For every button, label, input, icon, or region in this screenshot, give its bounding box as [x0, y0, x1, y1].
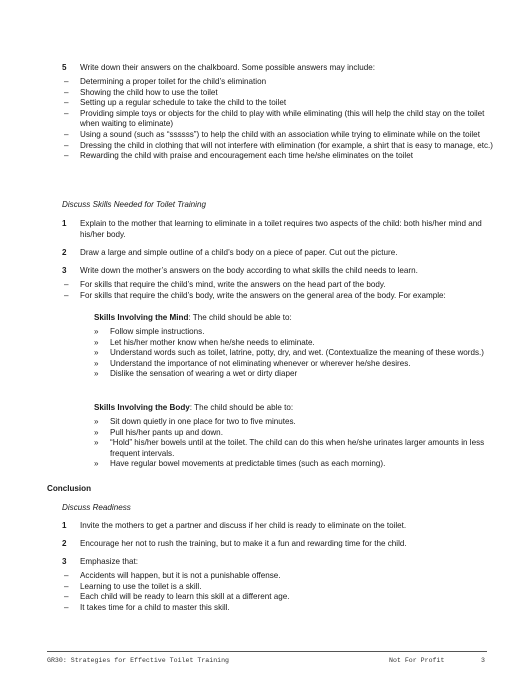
list-item: » “Hold” his/her bowels until at the toilet. The child can do this when he/she urinates larger amounts in less frequent intervals.: [94, 438, 485, 458]
item-number: 3: [62, 266, 67, 275]
list-item: » Dislike the sensation of wearing a wet or dirty diaper: [94, 369, 298, 379]
footer-divider: [47, 651, 487, 652]
item-number: 1: [62, 521, 67, 530]
list-item: – Showing the child how to use the toilet: [64, 87, 218, 97]
dash-marker: –: [64, 571, 69, 580]
list-item: – For skills that require the child’s body, write the answers on the general area of the body. For example:: [64, 290, 446, 300]
chevron-marker: »: [94, 438, 99, 448]
body-skills-list: [94, 417, 494, 470]
conclusion-heading: Conclusion: [47, 484, 92, 493]
dash-marker: –: [64, 98, 69, 108]
item-number: 3: [62, 557, 67, 566]
item-text: Explain to the mother that learning to eliminate in a toilet requires two aspects of the child: both his/her mind and his/her body.: [80, 219, 482, 239]
list-item: » Let his/her mother know when he/she needs to eliminate.: [94, 337, 315, 347]
section-heading: Discuss Readiness: [62, 503, 131, 512]
body-skills-heading: Skills Involving the Body: The child should be able to:: [94, 403, 294, 412]
dash-marker: –: [64, 87, 69, 97]
list-item: – Determining a proper toilet for the child’s elimination: [64, 77, 267, 86]
section-heading: Discuss Skills Needed for Toilet Training: [62, 200, 206, 209]
item-number: 1: [62, 219, 67, 228]
item-number: 2: [62, 248, 67, 257]
list-item: – Setting up a regular schedule to take the child to the toilet: [64, 98, 287, 108]
dash-marker: –: [64, 129, 69, 139]
chevron-marker: »: [94, 369, 99, 379]
dash-marker: –: [64, 77, 69, 86]
chevron-marker: »: [94, 417, 99, 426]
chevron-marker: »: [94, 358, 99, 368]
dash-marker: –: [64, 592, 69, 602]
list-item: – Learning to use the toilet is a skill.: [64, 581, 202, 591]
list-item: » Sit down quietly in one place for two to five minutes.: [94, 417, 296, 426]
list-item: – Accidents will happen, but it is not a punishable offense.: [64, 571, 281, 580]
item-text: Write down the mother’s answers on the body according to what skills the child needs to learn.: [80, 266, 418, 275]
chevron-marker: »: [94, 327, 99, 336]
item-number: 5: [62, 63, 67, 72]
dash-marker: –: [64, 140, 69, 150]
chevron-marker: »: [94, 427, 99, 437]
list-item: » Pull his/her pants up and down.: [94, 427, 223, 437]
footer-notice: Not For Profit: [389, 657, 445, 664]
dash-marker: –: [64, 581, 69, 591]
list-item: – Using a sound (such as “ssssss”) to help the child with an association while trying to eliminate while on the toilet: [64, 129, 480, 139]
answers-list: [64, 77, 494, 162]
list-item: » Have regular bowel movements at predictable times (such as each morning).: [94, 459, 386, 469]
item-text: Write down their answers on the chalkboard. Some possible answers may include:: [80, 63, 375, 72]
dash-marker: –: [64, 290, 69, 300]
list-item: » Understand words such as toilet, latrine, potty, dry, and wet. (Contextualize the meaning of these words.): [94, 348, 484, 358]
emphasis-list: [64, 571, 494, 613]
list-item: » Understand the importance of not eliminating whenever or wherever he/she desires.: [94, 358, 411, 368]
list-item: – Dressing the child in clothing that will not interfere with elimination (for example, a shirt that is easy to manage, etc.): [64, 140, 493, 150]
list-item: – Each child will be ready to learn this skill at a different age.: [64, 592, 290, 602]
dash-marker: –: [64, 151, 69, 161]
footer-title: GR30: Strategies for Effective Toilet Training: [47, 657, 230, 664]
sub-points-list: [64, 280, 494, 301]
list-item: – Providing simple toys or objects for the child to play with while eliminating (this will help the child stay on the toilet when waiting to eliminate): [64, 108, 485, 129]
item-text: Encourage her not to rush the training, but to make it a fun and rewarding time for the child.: [80, 539, 407, 548]
chevron-marker: »: [94, 337, 99, 347]
page-number: 3: [481, 657, 485, 664]
item-number: 2: [62, 539, 67, 548]
chevron-marker: »: [94, 459, 99, 469]
list-item: » Follow simple instructions.: [94, 327, 205, 336]
list-item: – Rewarding the child with praise and encouragement each time he/she eliminates on the toilet: [64, 151, 413, 161]
item-text: Emphasize that:: [80, 557, 139, 566]
list-item: – For skills that require the child’s mind, write the answers on the head part of the body.: [64, 280, 386, 289]
dash-marker: –: [64, 280, 69, 289]
dash-marker: –: [64, 602, 69, 612]
item-text: Invite the mothers to get a partner and discuss if her child is ready to eliminate on the toilet.: [80, 521, 407, 530]
chevron-marker: »: [94, 348, 99, 358]
mind-skills-list: [94, 327, 494, 380]
mind-skills-heading: Skills Involving the Mind: The child should be able to:: [94, 313, 292, 322]
dash-marker: –: [64, 108, 69, 118]
item-text: Draw a large and simple outline of a child’s body on a piece of paper. Cut out the picture.: [80, 248, 398, 257]
list-item: – It takes time for a child to master this skill.: [64, 602, 230, 612]
